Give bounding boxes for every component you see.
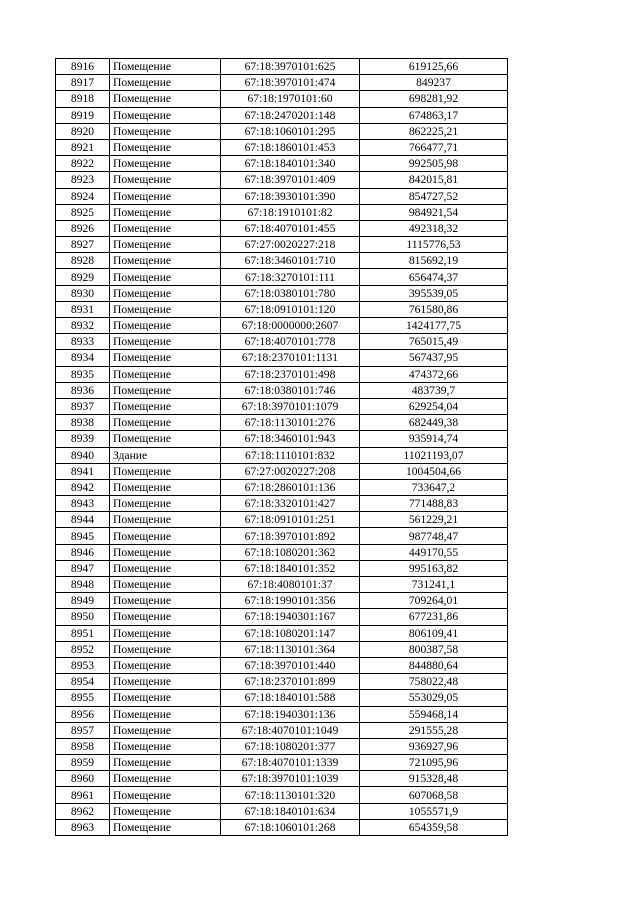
- cadastral-value-cell: 854727,52: [360, 188, 508, 204]
- table-body: [56, 59, 508, 836]
- cadastral-value-cell: 771488,83: [360, 496, 508, 512]
- cadastral-number-cell: 67:18:0380101:780: [221, 285, 360, 301]
- cadastral-number-cell: 67:27:0020227:218: [221, 237, 360, 253]
- table-row: [56, 139, 508, 155]
- cadastral-number-cell: 67:18:1110101:832: [221, 447, 360, 463]
- cadastral-value-cell: 731241,1: [360, 577, 508, 593]
- cadastral-number-cell: 67:18:2370101:1131: [221, 350, 360, 366]
- table-row: [56, 512, 508, 528]
- cadastral-number-cell: 67:18:3460101:710: [221, 253, 360, 269]
- table-row: [56, 803, 508, 819]
- row-number-cell: 8925: [56, 204, 110, 220]
- object-type-cell: Помещение: [110, 253, 221, 269]
- object-type-cell: Помещение: [110, 544, 221, 560]
- cadastral-value-cell: 1004504,66: [360, 463, 508, 479]
- table-row: [56, 334, 508, 350]
- cadastral-value-cell: 698281,92: [360, 91, 508, 107]
- table-row: [56, 253, 508, 269]
- table-row: [56, 269, 508, 285]
- cadastral-number-cell: 67:18:3970101:1039: [221, 771, 360, 787]
- cadastral-number-cell: 67:18:0000000:2607: [221, 318, 360, 334]
- object-type-cell: Помещение: [110, 398, 221, 414]
- row-number-cell: 8947: [56, 560, 110, 576]
- object-type-cell: Здание: [110, 447, 221, 463]
- object-type-cell: Помещение: [110, 496, 221, 512]
- row-number-cell: 8949: [56, 593, 110, 609]
- cadastral-number-cell: 67:18:1840101:352: [221, 560, 360, 576]
- row-number-cell: 8961: [56, 787, 110, 803]
- row-number-cell: 8930: [56, 285, 110, 301]
- row-number-cell: 8953: [56, 657, 110, 673]
- cadastral-number-cell: 67:18:3970101:892: [221, 528, 360, 544]
- cadastral-value-cell: 844880,64: [360, 657, 508, 673]
- object-type-cell: Помещение: [110, 755, 221, 771]
- cadastral-value-cell: 765015,49: [360, 334, 508, 350]
- object-type-cell: Помещение: [110, 220, 221, 236]
- row-number-cell: 8934: [56, 350, 110, 366]
- table-row: [56, 156, 508, 172]
- row-number-cell: 8941: [56, 463, 110, 479]
- cadastral-value-cell: 553029,05: [360, 690, 508, 706]
- table-row: [56, 819, 508, 835]
- cadastral-number-cell: 67:18:4070101:778: [221, 334, 360, 350]
- cadastral-value-cell: 619125,66: [360, 59, 508, 75]
- cadastral-value-cell: 806109,41: [360, 625, 508, 641]
- cadastral-number-cell: 67:18:1940301:167: [221, 609, 360, 625]
- row-number-cell: 8939: [56, 431, 110, 447]
- cadastral-value-cell: 656474,37: [360, 269, 508, 285]
- row-number-cell: 8916: [56, 59, 110, 75]
- cadastral-value-cell: 677231,86: [360, 609, 508, 625]
- cadastral-value-cell: 11021193,07: [360, 447, 508, 463]
- cadastral-number-cell: 67:18:4070101:1339: [221, 755, 360, 771]
- cadastral-number-cell: 67:18:2470201:148: [221, 107, 360, 123]
- table-row: [56, 366, 508, 382]
- cadastral-value-cell: 561229,21: [360, 512, 508, 528]
- object-type-cell: Помещение: [110, 625, 221, 641]
- cadastral-value-cell: 733647,2: [360, 479, 508, 495]
- cadastral-value-cell: 987748,47: [360, 528, 508, 544]
- row-number-cell: 8955: [56, 690, 110, 706]
- cadastral-number-cell: 67:18:1060101:268: [221, 819, 360, 835]
- object-type-cell: Помещение: [110, 172, 221, 188]
- object-type-cell: Помещение: [110, 722, 221, 738]
- row-number-cell: 8943: [56, 496, 110, 512]
- row-number-cell: 8927: [56, 237, 110, 253]
- row-number-cell: 8940: [56, 447, 110, 463]
- table-row: [56, 771, 508, 787]
- cadastral-value-cell: 758022,48: [360, 674, 508, 690]
- cadastral-number-cell: 67:18:3970101:409: [221, 172, 360, 188]
- object-type-cell: Помещение: [110, 706, 221, 722]
- cadastral-value-cell: 862225,21: [360, 123, 508, 139]
- table-row: [56, 415, 508, 431]
- object-type-cell: Помещение: [110, 334, 221, 350]
- cadastral-number-cell: 67:18:1080201:147: [221, 625, 360, 641]
- cadastral-number-cell: 67:18:4070101:455: [221, 220, 360, 236]
- cadastral-number-cell: 67:18:1840101:340: [221, 156, 360, 172]
- table-row: [56, 657, 508, 673]
- row-number-cell: 8951: [56, 625, 110, 641]
- table-row: [56, 204, 508, 220]
- cadastral-number-cell: 67:18:0380101:746: [221, 382, 360, 398]
- row-number-cell: 8959: [56, 755, 110, 771]
- object-type-cell: Помещение: [110, 463, 221, 479]
- cadastral-value-cell: 995163,82: [360, 560, 508, 576]
- table-row: [56, 609, 508, 625]
- object-type-cell: Помещение: [110, 641, 221, 657]
- cadastral-number-cell: 67:18:1910101:82: [221, 204, 360, 220]
- object-type-cell: Помещение: [110, 366, 221, 382]
- object-type-cell: Помещение: [110, 188, 221, 204]
- object-type-cell: Помещение: [110, 75, 221, 91]
- row-number-cell: 8944: [56, 512, 110, 528]
- cadastral-value-cell: 1055571,9: [360, 803, 508, 819]
- row-number-cell: 8942: [56, 479, 110, 495]
- row-number-cell: 8933: [56, 334, 110, 350]
- cadastral-value-cell: 992505,98: [360, 156, 508, 172]
- table-row: [56, 593, 508, 609]
- cadastral-value-table: [55, 58, 508, 836]
- cadastral-value-cell: 492318,32: [360, 220, 508, 236]
- cadastral-value-cell: 721095,96: [360, 755, 508, 771]
- cadastral-number-cell: 67:18:1130101:276: [221, 415, 360, 431]
- cadastral-number-cell: 67:18:2370101:899: [221, 674, 360, 690]
- table-row: [56, 220, 508, 236]
- object-type-cell: Помещение: [110, 674, 221, 690]
- row-number-cell: 8952: [56, 641, 110, 657]
- table-row: [56, 398, 508, 414]
- table-row: [56, 479, 508, 495]
- cadastral-number-cell: 67:18:3970101:625: [221, 59, 360, 75]
- table-row: [56, 301, 508, 317]
- table-row: [56, 107, 508, 123]
- cadastral-value-cell: 483739,7: [360, 382, 508, 398]
- object-type-cell: Помещение: [110, 415, 221, 431]
- cadastral-value-cell: 1424177,75: [360, 318, 508, 334]
- object-type-cell: Помещение: [110, 787, 221, 803]
- row-number-cell: 8962: [56, 803, 110, 819]
- object-type-cell: Помещение: [110, 91, 221, 107]
- object-type-cell: Помещение: [110, 285, 221, 301]
- row-number-cell: 8920: [56, 123, 110, 139]
- cadastral-value-cell: 709264,01: [360, 593, 508, 609]
- row-number-cell: 8950: [56, 609, 110, 625]
- object-type-cell: Помещение: [110, 123, 221, 139]
- cadastral-number-cell: 67:18:3460101:943: [221, 431, 360, 447]
- row-number-cell: 8957: [56, 722, 110, 738]
- table-row: [56, 75, 508, 91]
- cadastral-value-cell: 559468,14: [360, 706, 508, 722]
- object-type-cell: Помещение: [110, 593, 221, 609]
- cadastral-number-cell: 67:18:4070101:1049: [221, 722, 360, 738]
- cadastral-number-cell: 67:18:1860101:453: [221, 139, 360, 155]
- cadastral-value-cell: 607068,58: [360, 787, 508, 803]
- cadastral-number-cell: 67:18:1970101:60: [221, 91, 360, 107]
- table-row: [56, 738, 508, 754]
- cadastral-number-cell: 67:18:3270101:111: [221, 269, 360, 285]
- row-number-cell: 8935: [56, 366, 110, 382]
- object-type-cell: Помещение: [110, 560, 221, 576]
- cadastral-value-cell: 682449,38: [360, 415, 508, 431]
- table-row: [56, 237, 508, 253]
- cadastral-value-cell: 567437,95: [360, 350, 508, 366]
- cadastral-value-cell: 449170,55: [360, 544, 508, 560]
- row-number-cell: 8929: [56, 269, 110, 285]
- row-number-cell: 8958: [56, 738, 110, 754]
- row-number-cell: 8928: [56, 253, 110, 269]
- cadastral-number-cell: 67:18:2860101:136: [221, 479, 360, 495]
- row-number-cell: 8931: [56, 301, 110, 317]
- row-number-cell: 8923: [56, 172, 110, 188]
- cadastral-value-cell: 291555,28: [360, 722, 508, 738]
- table-row: [56, 172, 508, 188]
- row-number-cell: 8919: [56, 107, 110, 123]
- cadastral-value-cell: 915328,48: [360, 771, 508, 787]
- cadastral-number-cell: 67:18:3320101:427: [221, 496, 360, 512]
- object-type-cell: Помещение: [110, 59, 221, 75]
- table-row: [56, 318, 508, 334]
- row-number-cell: 8963: [56, 819, 110, 835]
- object-type-cell: Помещение: [110, 156, 221, 172]
- object-type-cell: Помещение: [110, 512, 221, 528]
- cadastral-value-cell: 815692,19: [360, 253, 508, 269]
- cadastral-number-cell: 67:18:1940301:136: [221, 706, 360, 722]
- object-type-cell: Помещение: [110, 528, 221, 544]
- cadastral-number-cell: 67:18:1840101:634: [221, 803, 360, 819]
- cadastral-number-cell: 67:18:3970101:1079: [221, 398, 360, 414]
- row-number-cell: 8954: [56, 674, 110, 690]
- table-row: [56, 755, 508, 771]
- cadastral-value-cell: 766477,71: [360, 139, 508, 155]
- row-number-cell: 8948: [56, 577, 110, 593]
- table-row: [56, 350, 508, 366]
- object-type-cell: Помещение: [110, 771, 221, 787]
- cadastral-value-cell: 935914,74: [360, 431, 508, 447]
- cadastral-number-cell: 67:18:1990101:356: [221, 593, 360, 609]
- table-row: [56, 528, 508, 544]
- cadastral-number-cell: 67:18:4080101:37: [221, 577, 360, 593]
- cadastral-number-cell: 67:18:3970101:440: [221, 657, 360, 673]
- table-row: [56, 91, 508, 107]
- table-row: [56, 285, 508, 301]
- table-row: [56, 787, 508, 803]
- cadastral-value-cell: 674863,17: [360, 107, 508, 123]
- row-number-cell: 8932: [56, 318, 110, 334]
- object-type-cell: Помещение: [110, 431, 221, 447]
- row-number-cell: 8946: [56, 544, 110, 560]
- object-type-cell: Помещение: [110, 350, 221, 366]
- object-type-cell: Помещение: [110, 577, 221, 593]
- table-row: [56, 188, 508, 204]
- object-type-cell: Помещение: [110, 301, 221, 317]
- cadastral-value-cell: 1115776,53: [360, 237, 508, 253]
- row-number-cell: 8937: [56, 398, 110, 414]
- cadastral-number-cell: 67:18:1080201:362: [221, 544, 360, 560]
- table-row: [56, 706, 508, 722]
- object-type-cell: Помещение: [110, 237, 221, 253]
- cadastral-value-cell: 849237: [360, 75, 508, 91]
- cadastral-number-cell: 67:18:3930101:390: [221, 188, 360, 204]
- object-type-cell: Помещение: [110, 609, 221, 625]
- cadastral-number-cell: 67:18:1060101:295: [221, 123, 360, 139]
- row-number-cell: 8917: [56, 75, 110, 91]
- cadastral-value-cell: 629254,04: [360, 398, 508, 414]
- table-row: [56, 722, 508, 738]
- cadastral-value-cell: 761580,86: [360, 301, 508, 317]
- cadastral-number-cell: 67:18:1080201:377: [221, 738, 360, 754]
- row-number-cell: 8956: [56, 706, 110, 722]
- object-type-cell: Помещение: [110, 204, 221, 220]
- cadastral-number-cell: 67:18:1130101:320: [221, 787, 360, 803]
- row-number-cell: 8924: [56, 188, 110, 204]
- object-type-cell: Помещение: [110, 803, 221, 819]
- cadastral-number-cell: 67:18:3970101:474: [221, 75, 360, 91]
- table-row: [56, 577, 508, 593]
- object-type-cell: Помещение: [110, 479, 221, 495]
- cadastral-number-cell: 67:18:1130101:364: [221, 641, 360, 657]
- table-row: [56, 544, 508, 560]
- object-type-cell: Помещение: [110, 139, 221, 155]
- cadastral-value-cell: 654359,58: [360, 819, 508, 835]
- table-row: [56, 690, 508, 706]
- row-number-cell: 8936: [56, 382, 110, 398]
- cadastral-number-cell: 67:18:1840101:588: [221, 690, 360, 706]
- object-type-cell: Помещение: [110, 738, 221, 754]
- cadastral-value-cell: 936927,96: [360, 738, 508, 754]
- table-row: [56, 641, 508, 657]
- object-type-cell: Помещение: [110, 690, 221, 706]
- row-number-cell: 8922: [56, 156, 110, 172]
- cadastral-number-cell: 67:27:0020227:208: [221, 463, 360, 479]
- table-row: [56, 123, 508, 139]
- cadastral-value-cell: 395539,05: [360, 285, 508, 301]
- table-row: [56, 382, 508, 398]
- row-number-cell: 8926: [56, 220, 110, 236]
- row-number-cell: 8945: [56, 528, 110, 544]
- table-row: [56, 431, 508, 447]
- table-row: [56, 560, 508, 576]
- object-type-cell: Помещение: [110, 318, 221, 334]
- table-row: [56, 674, 508, 690]
- table-row: [56, 496, 508, 512]
- cadastral-number-cell: 67:18:0910101:120: [221, 301, 360, 317]
- object-type-cell: Помещение: [110, 657, 221, 673]
- cadastral-value-cell: 800387,58: [360, 641, 508, 657]
- row-number-cell: 8918: [56, 91, 110, 107]
- object-type-cell: Помещение: [110, 819, 221, 835]
- cadastral-value-cell: 842015,81: [360, 172, 508, 188]
- row-number-cell: 8921: [56, 139, 110, 155]
- object-type-cell: Помещение: [110, 269, 221, 285]
- object-type-cell: Помещение: [110, 107, 221, 123]
- cadastral-value-cell: 474372,66: [360, 366, 508, 382]
- table-row: [56, 59, 508, 75]
- table-row: [56, 625, 508, 641]
- cadastral-number-cell: 67:18:2370101:498: [221, 366, 360, 382]
- cadastral-value-cell: 984921,54: [360, 204, 508, 220]
- table-row: [56, 463, 508, 479]
- object-type-cell: Помещение: [110, 382, 221, 398]
- row-number-cell: 8938: [56, 415, 110, 431]
- row-number-cell: 8960: [56, 771, 110, 787]
- table-row: [56, 447, 508, 463]
- cadastral-number-cell: 67:18:0910101:251: [221, 512, 360, 528]
